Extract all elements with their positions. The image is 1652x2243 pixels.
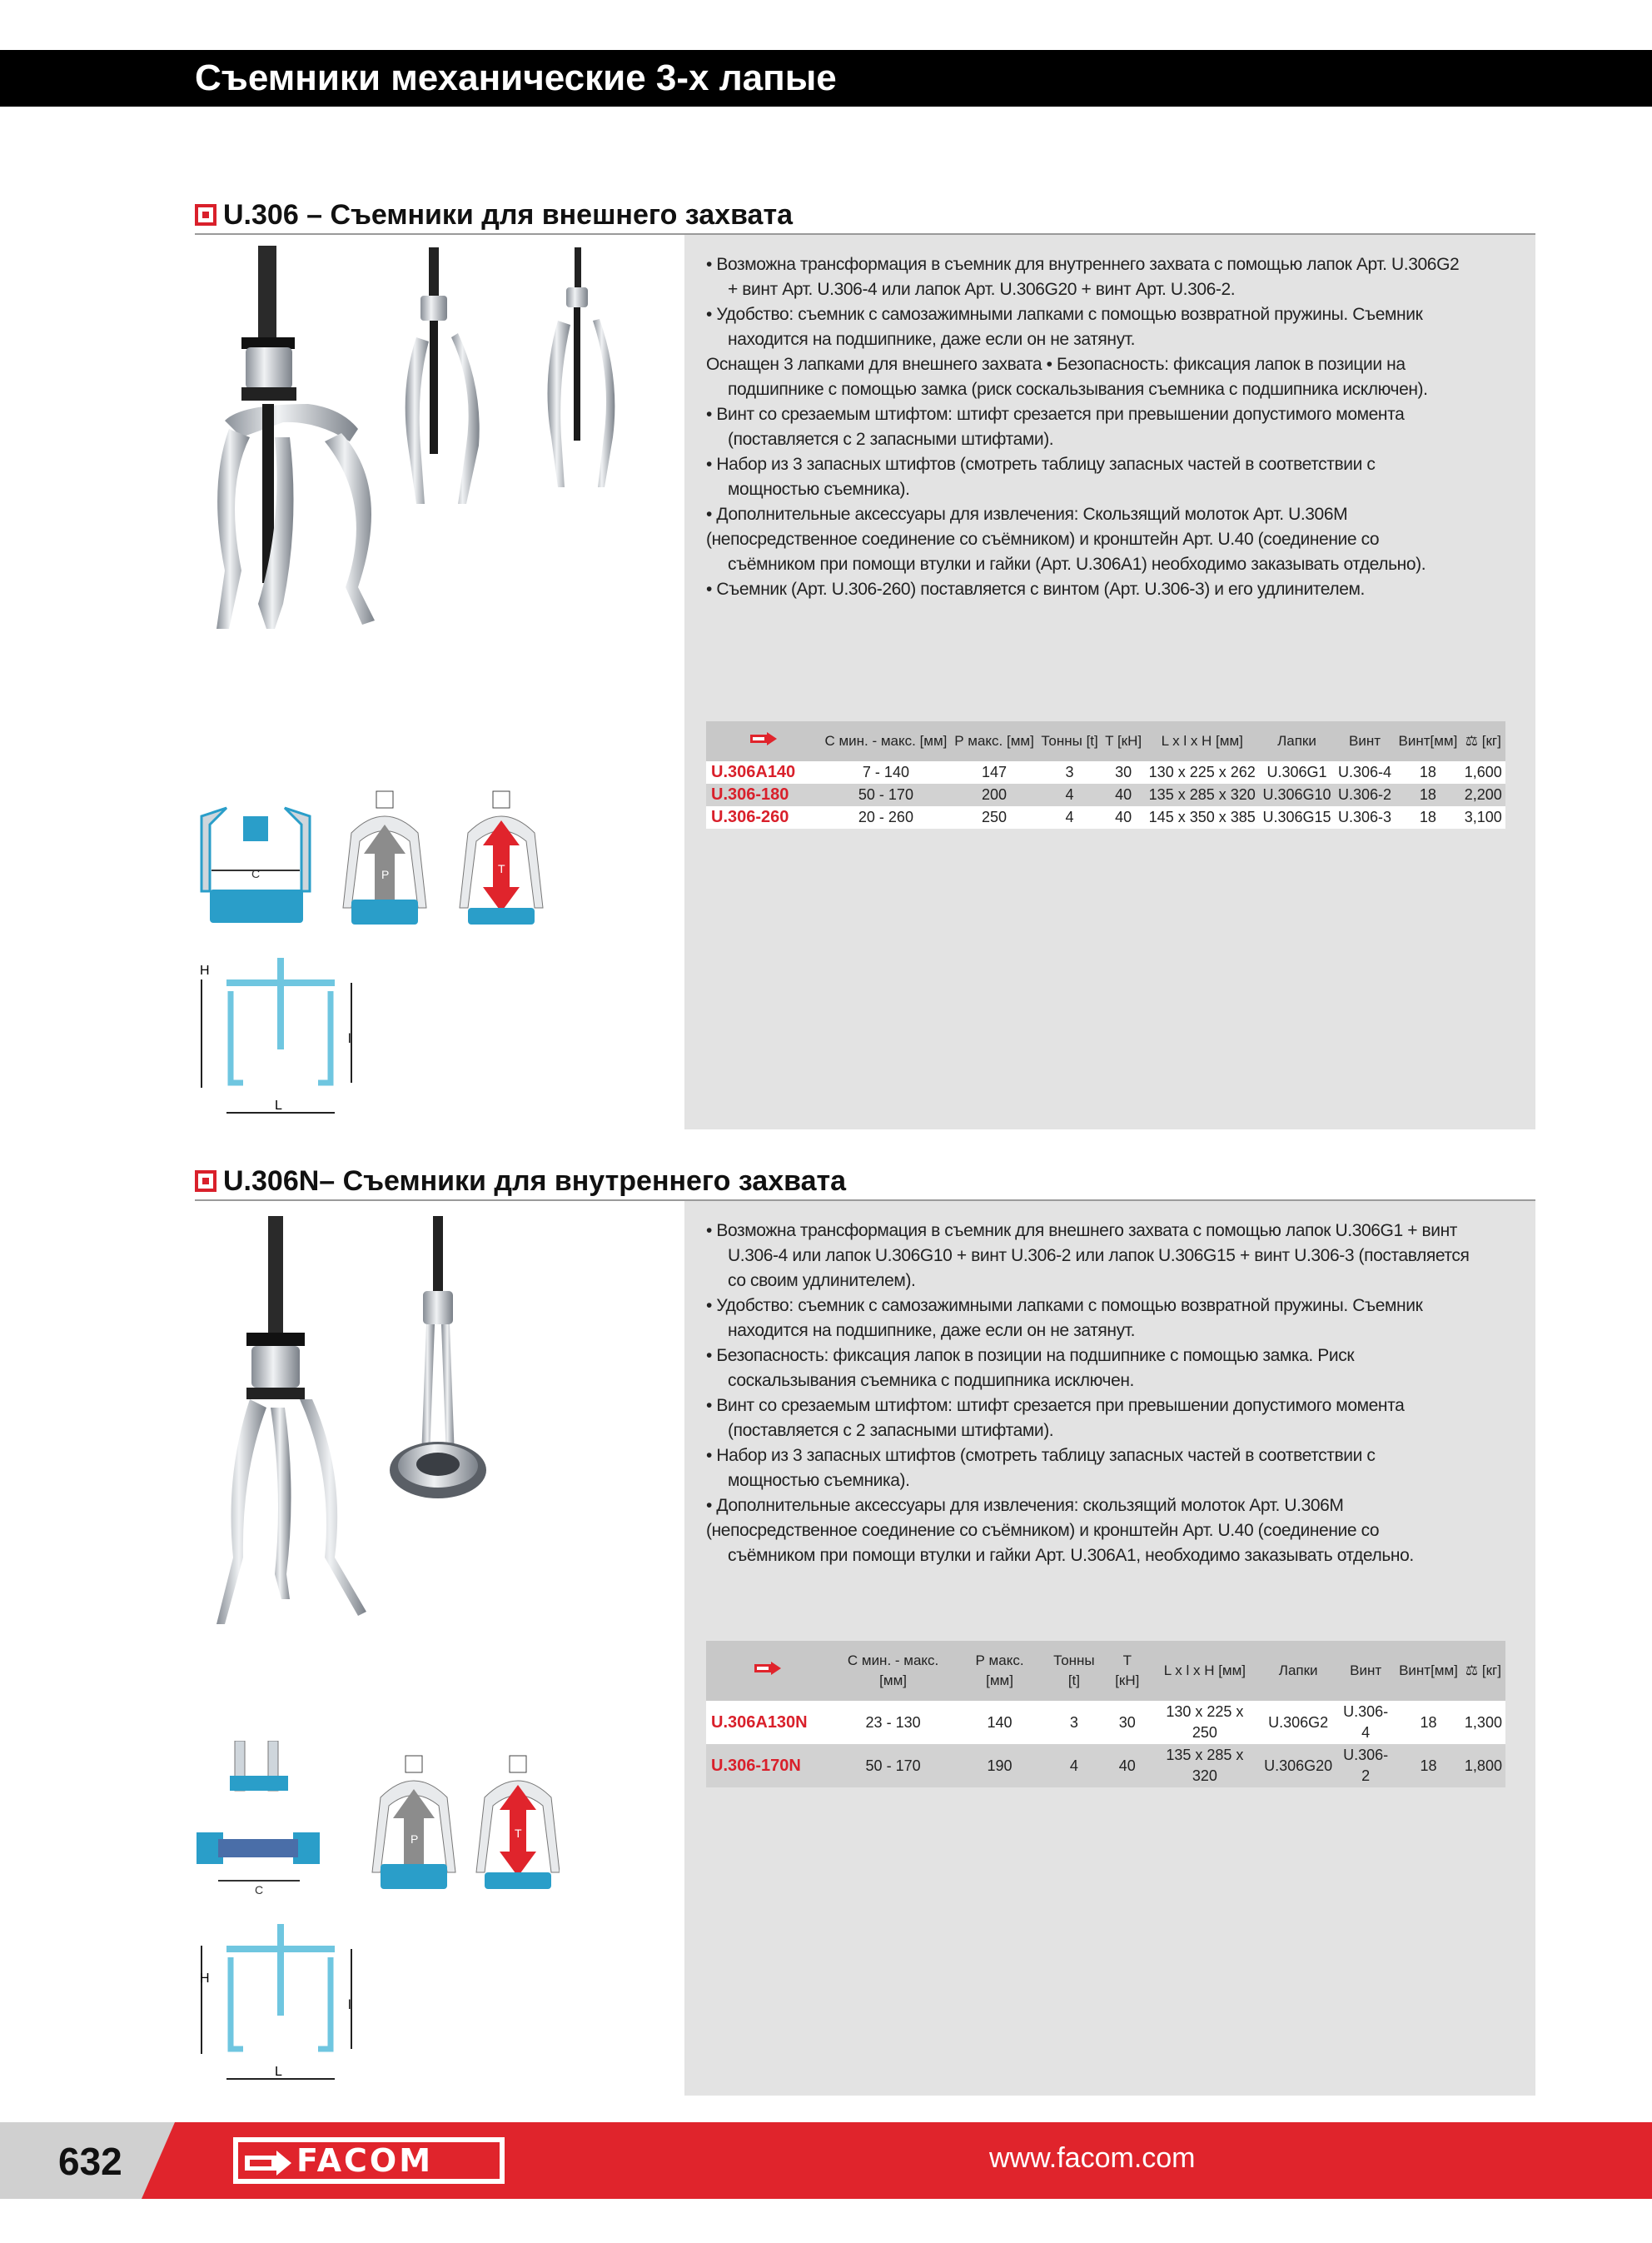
table-cell: 50 - 170	[821, 784, 951, 806]
table-cell: 4	[1037, 806, 1102, 829]
table-cell: 20 - 260	[821, 806, 951, 829]
svg-text:L: L	[275, 1099, 282, 1113]
feature-line: • Удобство: съемник с самозажимными лапками с помощью возвратной пружины. Съемник	[706, 1296, 1423, 1315]
spec-table-u306n	[706, 1641, 1505, 1787]
feature-line: Оснащен 3 лапками для внешнего захвата • Безопасность: фиксация лапок в позиции на	[706, 355, 1406, 374]
table-cell: U.306-2	[1336, 1744, 1396, 1787]
weight-icon: ⚖	[1465, 733, 1478, 749]
feature-line: • Возможна трансформация в съемник для внутреннего захвата с помощью лапок Арт. U.306G2	[706, 255, 1460, 274]
table-cell: 1,300	[1461, 1701, 1505, 1744]
table-cell: 140	[957, 1701, 1042, 1744]
feature-line: (непосредственное соединение со съёмником) и кронштейн Арт. U.40 (соединение со	[706, 1521, 1380, 1540]
col-dimensions: L x l x H [мм]	[1145, 721, 1259, 761]
col-jaws: Лапки	[1259, 721, 1335, 761]
col-c-range: С мин. - макс. [мм]	[821, 721, 951, 761]
section-bullet-icon	[195, 204, 216, 226]
table-cell: U.306G10	[1259, 784, 1335, 806]
svg-text:H: H	[200, 964, 210, 978]
section-heading-u306n	[195, 1163, 1535, 1201]
table-cell: 18	[1395, 784, 1460, 806]
col-tonnes: Тонны [t]	[1037, 721, 1102, 761]
feature-line: (поставляется с 2 запасными штифтами).	[728, 430, 1054, 449]
section-heading-u306	[195, 197, 1535, 235]
svg-text:T: T	[498, 862, 505, 875]
table-cell: 18	[1395, 806, 1460, 829]
feature-line: (поставляется с 2 запасными штифтами).	[728, 1421, 1054, 1440]
col-jaws: Лапки	[1261, 1641, 1336, 1701]
table-row	[706, 1744, 1505, 1787]
col-t-kn: T [кН]	[1106, 1641, 1149, 1701]
feature-line: + винт Арт. U.306-4 или лапок Арт. U.306G20 + винт Арт. U.306-2.	[728, 280, 1236, 299]
svg-text:T: T	[515, 1827, 522, 1840]
page-header-bar	[0, 50, 1652, 107]
grip-width-diagram	[202, 808, 310, 923]
table-cell: 18	[1396, 1701, 1461, 1744]
col-p-max: Р макс. [мм]	[957, 1641, 1042, 1701]
table-row	[706, 1701, 1505, 1744]
col-weight	[1461, 721, 1505, 761]
section-title: U.306 – Съемники для внешнего захвата	[223, 198, 794, 231]
force-diagram	[476, 1756, 560, 1889]
feature-line: съёмником при помощи втулки и гайки Арт. U.306A1, необходимо заказывать отдельно.	[728, 1546, 1414, 1565]
table-cell: U.306-4	[1336, 1701, 1396, 1744]
grip-width-diagram	[197, 1741, 320, 1897]
table-row	[706, 806, 1505, 829]
features-list	[706, 252, 1522, 602]
product-photo-external-pullers	[192, 237, 691, 679]
feature-line: • Винт со срезаемым штифтом: штифт срезается при превышении допустимого момента	[706, 1396, 1405, 1415]
col-c-range: С мин. - макс. [мм]	[829, 1641, 957, 1701]
section-bullet-icon	[195, 1170, 216, 1192]
table-cell: 250	[951, 806, 1037, 829]
table-row	[706, 784, 1505, 806]
col-screw-mm: Винт[мм]	[1396, 1641, 1461, 1701]
table-cell: U.306-2	[1335, 784, 1395, 806]
table-cell: 40	[1102, 784, 1145, 806]
table-cell: 147	[951, 761, 1037, 784]
table-cell: U.306G1	[1259, 761, 1335, 784]
feature-line: подшипнике с помощью замка (риск соскальзывания съемника с подшипника исключен).	[728, 380, 1428, 399]
table-cell: 30	[1106, 1701, 1149, 1744]
col-t-kn: T [кН]	[1102, 721, 1145, 761]
feature-line: • Возможна трансформация в съемник для внешнего захвата с помощью лапок U.306G1 + винт	[706, 1221, 1457, 1240]
facom-logo	[233, 2137, 505, 2184]
force-diagram	[460, 791, 543, 925]
table-cell: 2,200	[1461, 784, 1505, 806]
usage-diagrams-external	[193, 783, 560, 935]
table-cell: U.306G20	[1261, 1744, 1336, 1787]
col-screw: Винт	[1336, 1641, 1396, 1701]
features-list	[706, 1219, 1522, 1568]
table-cell: U.306G2	[1261, 1701, 1336, 1744]
table-cell: 50 - 170	[829, 1744, 957, 1787]
table-cell: 1,600	[1461, 761, 1505, 784]
table-cell: 18	[1396, 1744, 1461, 1787]
feature-line: • Набор из 3 запасных штифтов (смотреть таблицу запасных частей в соответствии с	[706, 455, 1376, 474]
ref-arrow-icon	[706, 721, 821, 761]
ref-cell: U.306-260	[706, 806, 821, 829]
feature-line: (непосредственное соединение со съёмником) и кронштейн Арт. U.40 (соединение со	[706, 530, 1380, 549]
col-weight	[1461, 1641, 1505, 1701]
svg-text:P: P	[381, 868, 390, 881]
table-cell: 40	[1102, 806, 1145, 829]
table-cell: 3,100	[1461, 806, 1505, 829]
table-cell: 4	[1037, 784, 1102, 806]
ref-arrow-icon	[706, 1641, 829, 1701]
table-cell: 145 x 350 x 385	[1145, 806, 1259, 829]
facom-logo-text: FACOM	[296, 2142, 434, 2179]
spec-table-u306	[706, 721, 1505, 829]
feature-line: съёмником при помощи втулки и гайки (Арт. U.306A1) необходимо заказывать отдельно).	[728, 555, 1426, 574]
feature-line: находится на подшипнике, даже если он не затянут.	[728, 330, 1136, 349]
feature-line: • Дополнительные аксессуары для извлечения: Скользящий молоток Арт. U.306M	[706, 505, 1348, 524]
svg-text:C: C	[255, 1883, 264, 1897]
ref-cell: U.306A140	[706, 761, 821, 784]
svg-text:P: P	[411, 1832, 419, 1846]
ref-cell: U.306-180	[706, 784, 821, 806]
svg-text:H: H	[200, 1971, 210, 1986]
table-cell: U.306-3	[1335, 806, 1395, 829]
col-screw-mm: Винт[мм]	[1395, 721, 1460, 761]
table-cell: 200	[951, 784, 1037, 806]
table-cell: U.306G15	[1259, 806, 1335, 829]
col-weight-label: [кг]	[1481, 1662, 1501, 1678]
feature-line: U.306-4 или лапок U.306G10 + винт U.306-2 или лапок U.306G15 + винт U.306-3 (поставляется	[728, 1246, 1470, 1265]
table-cell: 3	[1042, 1701, 1106, 1744]
table-cell: 1,800	[1461, 1744, 1505, 1787]
feature-line: соскальзывания съемника с подшипника исключен.	[728, 1371, 1134, 1390]
dimension-diagram-internal	[193, 1916, 368, 2091]
table-cell: 23 - 130	[829, 1701, 957, 1744]
ref-cell: U.306A130N	[706, 1701, 829, 1744]
table-cell: 135 x 285 x 320	[1149, 1744, 1261, 1787]
svg-text:L: L	[275, 2065, 282, 2079]
feature-line: находится на подшипнике, даже если он не затянут.	[728, 1321, 1136, 1340]
pressure-diagram	[372, 1756, 455, 1889]
table-cell: 190	[957, 1744, 1042, 1787]
table-header-row	[706, 1641, 1505, 1701]
website-link[interactable]: www.facom.com	[989, 2142, 1196, 2174]
table-cell: 30	[1102, 761, 1145, 784]
table-cell: U.306-4	[1335, 761, 1395, 784]
svg-text:l: l	[348, 1998, 351, 2012]
feature-line: • Винт со срезаемым штифтом: штифт срезается при превышении допустимого момента	[706, 405, 1405, 424]
feature-line: • Дополнительные аксессуары для извлечения: скользящий молоток Арт. U.306M	[706, 1496, 1344, 1515]
col-screw: Винт	[1335, 721, 1395, 761]
svg-text:l: l	[348, 1032, 351, 1046]
col-p-max: Р макс. [мм]	[951, 721, 1037, 761]
facom-arrow-icon	[245, 2151, 291, 2176]
product-photo-internal-pullers	[192, 1208, 525, 1641]
svg-text:C: C	[251, 867, 261, 880]
table-cell: 4	[1042, 1744, 1106, 1787]
feature-line: • Удобство: съемник с самозажимными лапками с помощью возвратной пружины. Съемник	[706, 305, 1423, 324]
table-cell: 18	[1395, 761, 1460, 784]
weight-icon: ⚖	[1465, 1662, 1479, 1678]
page-number: 632	[58, 2140, 122, 2183]
table-cell: 3	[1037, 761, 1102, 784]
feature-line: со своим удлинителем).	[728, 1271, 916, 1290]
table-cell: 130 x 225 x 250	[1149, 1701, 1261, 1744]
col-weight-label: [кг]	[1481, 733, 1501, 749]
table-header-row	[706, 721, 1505, 761]
page-title: Съемники механические 3-х лапые	[195, 57, 837, 98]
usage-diagrams-internal	[193, 1741, 560, 1899]
dimension-diagram-external	[193, 950, 368, 1124]
table-cell: 7 - 140	[821, 761, 951, 784]
col-tonnes: Тонны [t]	[1042, 1641, 1106, 1701]
feature-line: • Съемник (Арт. U.306-260) поставляется с винтом (Арт. U.306-3) и его удлинителем.	[706, 580, 1365, 599]
feature-line: мощностью съемника).	[728, 480, 910, 499]
table-cell: 40	[1106, 1744, 1149, 1787]
feature-line: мощностью съемника).	[728, 1471, 910, 1490]
feature-line: • Безопасность: фиксация лапок в позиции на подшипнике с помощью замка. Риск	[706, 1346, 1355, 1365]
feature-line: • Набор из 3 запасных штифтов (смотреть таблицу запасных частей в соответствии с	[706, 1446, 1376, 1465]
ref-cell: U.306-170N	[706, 1744, 829, 1787]
pressure-diagram	[343, 791, 426, 925]
table-row	[706, 761, 1505, 784]
section-title: U.306N– Съемники для внутреннего захвата	[223, 1164, 847, 1197]
col-dimensions: L x l x H [мм]	[1149, 1641, 1261, 1701]
page-footer	[0, 2122, 1652, 2199]
table-cell: 135 x 285 x 320	[1145, 784, 1259, 806]
table-cell: 130 x 225 x 262	[1145, 761, 1259, 784]
